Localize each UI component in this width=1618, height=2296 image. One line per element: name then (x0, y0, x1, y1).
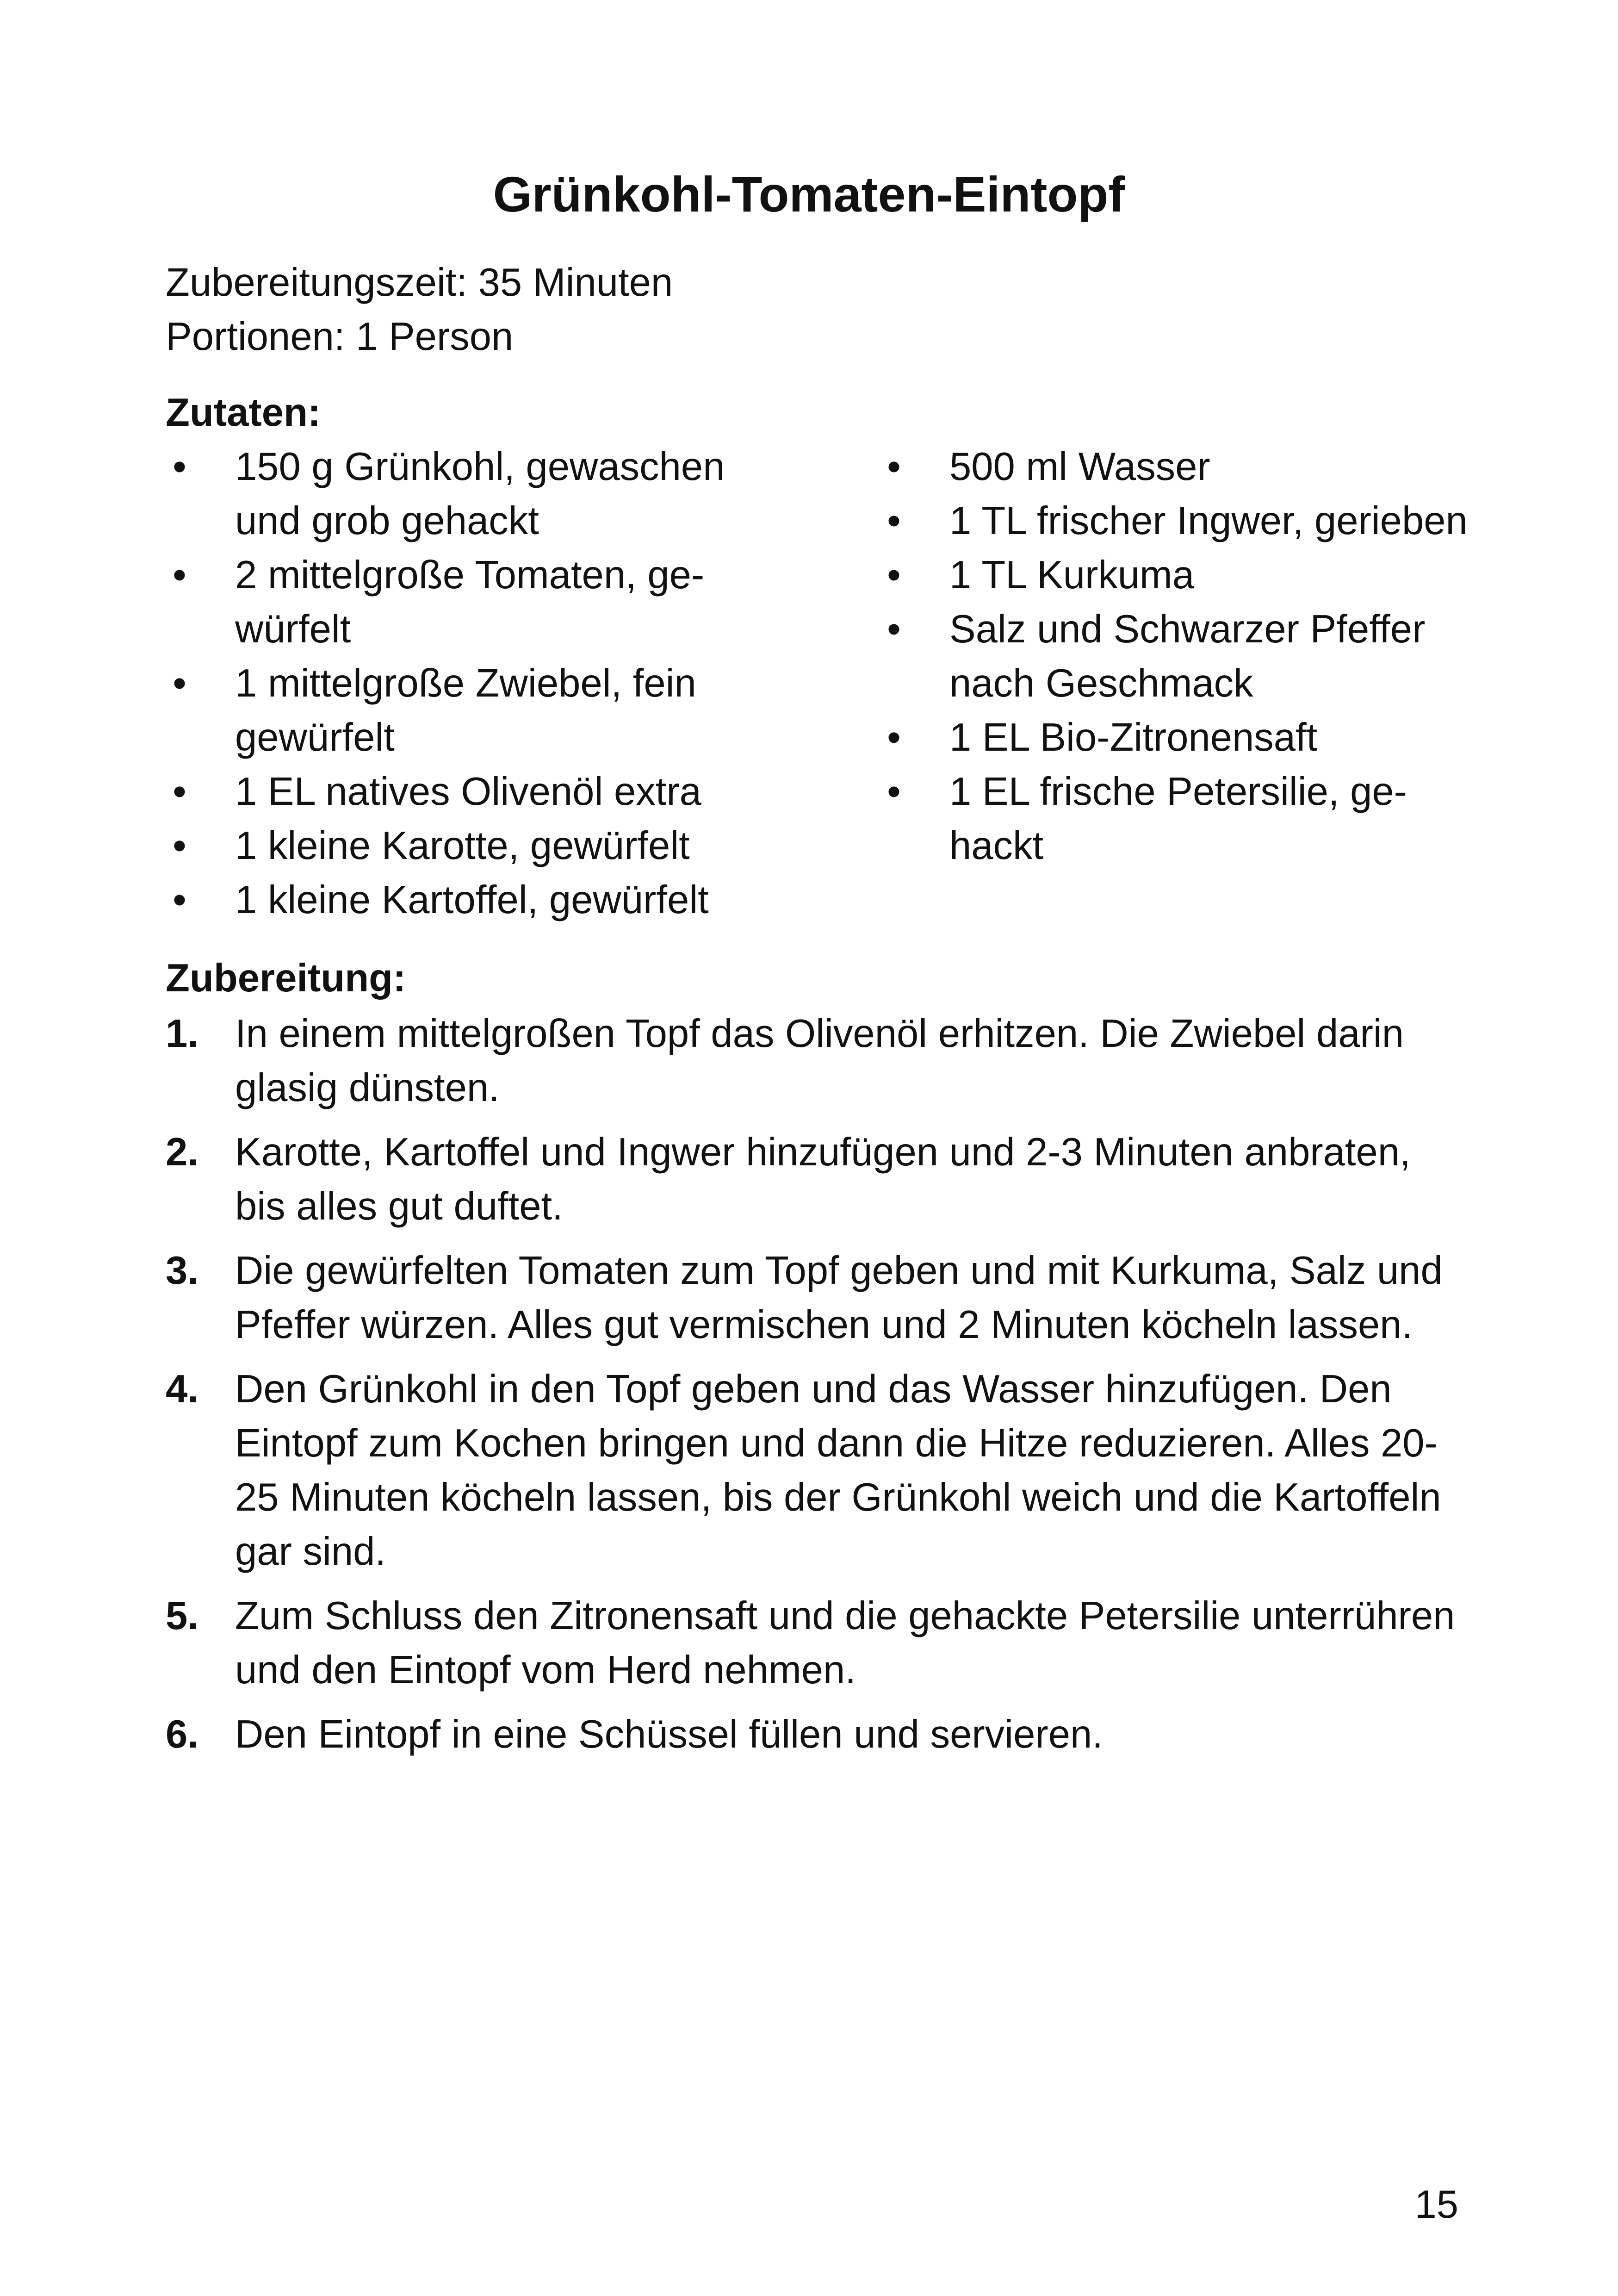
step-item (166, 1125, 1461, 1233)
ingredient-item (166, 548, 767, 656)
ingredients-heading: Zutaten: (166, 391, 321, 435)
ingredient-item (166, 656, 767, 765)
servings: Portionen: 1 Person (166, 315, 514, 359)
ingredient-item (166, 765, 767, 819)
bullet-icon: • (887, 607, 901, 651)
step-item (166, 1244, 1461, 1352)
page-number: 15 (1414, 2183, 1458, 2227)
step-item (166, 1589, 1461, 1697)
step-number: 3. (166, 1249, 198, 1293)
ingredient-item (880, 548, 1482, 602)
ingredient-text: 1 mittelgroße Zwiebel, fein gewürfelt (235, 661, 696, 759)
recipe-meta (166, 255, 673, 364)
ingredient-text: Salz und Schwarzer Pfeffer nach Geschmack (949, 607, 1426, 705)
step-item (166, 1362, 1461, 1579)
bullet-icon: • (173, 824, 186, 868)
prep-time: Zubereitungszeit: 35 Minuten (166, 261, 673, 305)
ingredient-item (880, 710, 1482, 765)
ingredient-text: 2 mittelgroße Tomaten, gewürfelt (235, 553, 705, 651)
ingredient-item (166, 873, 767, 927)
step-text: Karotte, Kartoffel und Ingwer hinzufügen und 2-3 Minuten anbraten, bis alles gut duftet. (235, 1130, 1411, 1228)
ingredient-item (166, 819, 767, 873)
ingredient-item (880, 494, 1482, 548)
bullet-icon: • (887, 445, 901, 489)
step-item (166, 1007, 1461, 1115)
ingredient-item (880, 440, 1482, 494)
bullet-icon: • (887, 770, 901, 814)
step-number: 5. (166, 1594, 198, 1638)
ingredient-text: 500 ml Wasser (949, 445, 1210, 489)
ingredient-text: 1 kleine Karotte, gewürfelt (235, 824, 690, 868)
ingredient-text: 1 TL Kurkuma (949, 553, 1195, 597)
step-number: 4. (166, 1367, 198, 1411)
step-number: 1. (166, 1012, 198, 1056)
steps-heading: Zubereitung: (166, 956, 406, 1000)
step-text: Die gewürfelten Tomaten zum Topf geben und mit Kurkuma, Salz und Pfeffer würzen. Alles gut vermischen und 2 Minuten köcheln lassen. (235, 1249, 1443, 1347)
bullet-icon: • (173, 770, 186, 814)
steps-list (166, 1007, 1461, 1772)
ingredient-text: 1 EL Bio-Zitronensaft (949, 716, 1318, 759)
step-item (166, 1707, 1461, 1761)
ingredient-text: 1 EL frische Petersilie, gehackt (949, 770, 1407, 868)
ingredient-text: 150 g Grünkohl, gewaschen und grob gehackt (235, 445, 725, 543)
ingredient-text: 1 EL natives Olivenöl extra (235, 770, 701, 814)
bullet-icon: • (173, 661, 186, 705)
step-text: Den Eintopf in eine Schüssel füllen und servieren. (235, 1712, 1103, 1756)
ingredients-list-left (166, 440, 767, 927)
ingredients-list-right (880, 440, 1482, 873)
bullet-icon: • (173, 445, 186, 489)
ingredient-item (880, 602, 1482, 710)
bullet-icon: • (887, 716, 901, 759)
recipe-title: Grünkohl-Tomaten-Eintopf (493, 166, 1125, 222)
ingredient-text: 1 kleine Kartoffel, gewürfelt (235, 878, 709, 922)
step-text: Zum Schluss den Zitronensaft und die gehackte Petersilie unterrühren und den Eintopf vom Herd nehmen. (235, 1594, 1455, 1692)
ingredient-item (880, 765, 1482, 873)
step-text: Den Grünkohl in den Topf geben und das Wasser hinzufügen. Den Eintopf zum Kochen bringen und dann die Hitze reduzieren. Alles 20-25 Minuten köcheln lassen, bis der Grünkohl weich und die Kartoffeln gar sind. (235, 1367, 1441, 1574)
ingredient-item (166, 440, 767, 548)
bullet-icon: • (887, 499, 901, 543)
ingredient-text: 1 TL frischer Ingwer, gerieben (949, 499, 1468, 543)
bullet-icon: • (173, 878, 186, 922)
step-number: 6. (166, 1712, 198, 1756)
step-number: 2. (166, 1130, 198, 1174)
bullet-icon: • (173, 553, 186, 597)
step-text: In einem mittelgroßen Topf das Olivenöl erhitzen. Die Zwiebel darin glasig dünsten. (235, 1012, 1404, 1110)
bullet-icon: • (887, 553, 901, 597)
